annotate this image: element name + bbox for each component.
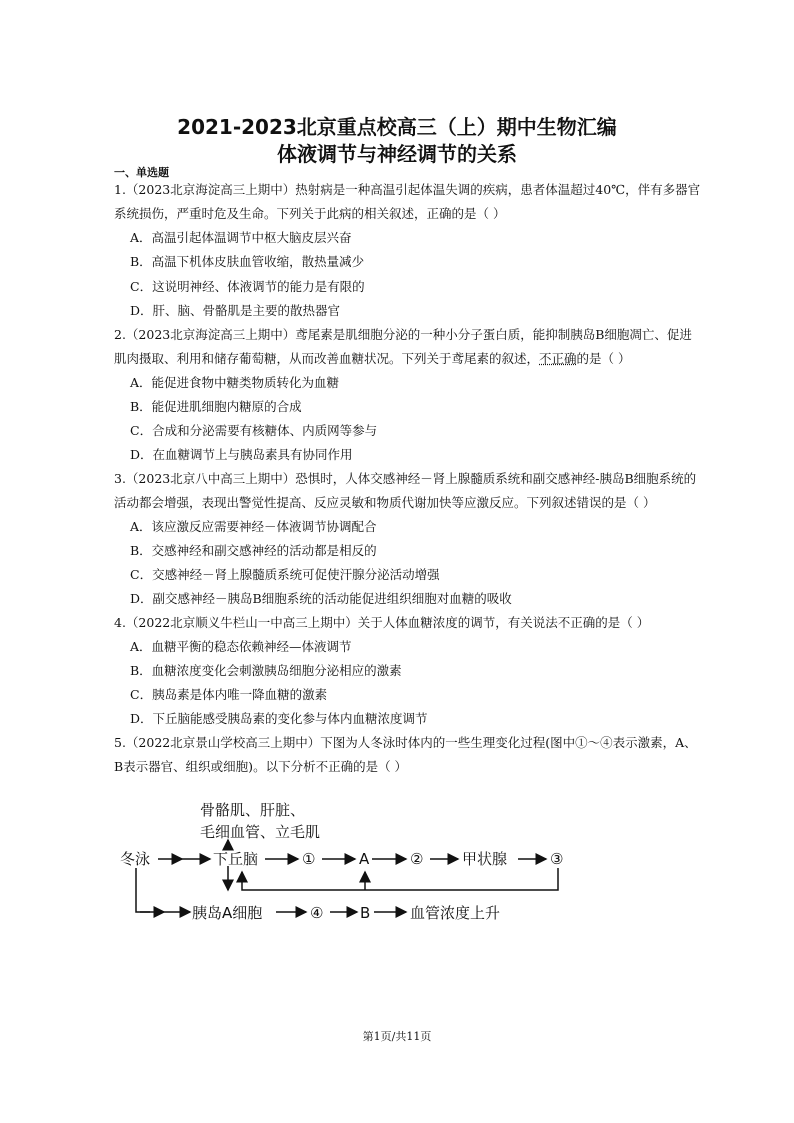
question-4-stem: 4.（2022北京顺义牛栏山一中高三上期中）关于人体血糖浓度的调节，有关说法不正确的是（ ） xyxy=(114,615,650,630)
question-4-option-c: C．胰岛素是体内唯一降血糖的激素 xyxy=(130,687,328,702)
question-3-stem: 3.（2023北京八中高三上期中）恐惧时，人体交感神经－肾上腺髓质系统和副交感神经-胰岛B细胞系统的 xyxy=(114,471,697,486)
winter-swimming-regulation-diagram xyxy=(110,790,590,935)
question-3-stem-cont: 活动都会增强，表现出警觉性提高、反应灵敏和物质代谢加快等应激反应。下列叙述错误的是（ ） xyxy=(114,495,656,510)
effector-label-1: 骨骼肌、肝脏、 xyxy=(200,801,306,819)
page-subtitle: 体液调节与神经调节的关系 xyxy=(277,142,517,166)
question-2-option-a: A．能促进食物中糖类物质转化为血糖 xyxy=(130,375,340,390)
question-3-option-c: C．交感神经－肾上腺髓质系统可促使汗腺分泌活动增强 xyxy=(130,567,440,582)
node-thyroid: 甲状腺 xyxy=(462,850,508,868)
node-hypothalamus: 下丘脑 xyxy=(213,850,259,868)
node-result: 血管浓度上升 xyxy=(410,904,501,922)
section-heading: 一、单选题 xyxy=(114,166,169,179)
question-1-stem-cont: 系统损伤，严重时危及生命。下列关于此病的相关叙述，正确的是（ ） xyxy=(114,206,506,221)
node-pancreas-a-cell: 胰岛A细胞 xyxy=(192,904,263,922)
question-2-option-d: D．在血糖调节上与胰岛素具有协同作用 xyxy=(130,447,353,462)
page-title: 2021-2023北京重点校高三（上）期中生物汇编 xyxy=(177,115,617,139)
node-hormone-2: ② xyxy=(410,850,424,868)
question-1-option-b: B．高温下机体皮肤血管收缩，散热量减少 xyxy=(130,254,365,269)
node-hormone-1: ① xyxy=(302,850,316,868)
effector-label-2: 毛细血管、立毛肌 xyxy=(200,823,321,841)
emphasis-not-correct: 不正确 xyxy=(539,351,577,366)
page-footer: 第1页/共11页 xyxy=(362,1030,432,1043)
question-4-option-b: B．血糖浓度变化会刺激胰岛细胞分泌相应的激素 xyxy=(130,663,402,678)
question-2-stem-cont xyxy=(114,349,631,367)
node-winter-swim: 冬泳 xyxy=(120,850,151,868)
question-3-option-b: B．交感神经和副交感神经的活动都是相反的 xyxy=(130,543,377,558)
question-2-option-c: C．合成和分泌需要有核糖体、内质网等参与 xyxy=(130,423,378,438)
question-1-option-a: A．高温引起体温调节中枢大脑皮层兴奋 xyxy=(130,230,352,245)
node-hormone-4: ④ xyxy=(310,904,324,922)
question-3-option-a: A．该应激反应需要神经－体液调节协调配合 xyxy=(130,519,377,534)
question-4-option-a: A．血糖平衡的稳态依赖神经—体液调节 xyxy=(130,639,352,654)
question-1-option-d: D．肝、脑、骨骼肌是主要的散热器官 xyxy=(130,303,341,318)
question-5-stem-cont: B表示器官、组织或细胞)。以下分析不正确的是（ ） xyxy=(114,759,408,774)
question-2-text: 肌肉摄取、利用和储存葡萄糖，从而改善血糖状况。下列关于鸢尾素的叙述， xyxy=(114,351,540,366)
question-5-stem: 5.（2022北京景山学校高三上期中）下图为人冬泳时体内的一些生理变化过程(图中①～④表示激素，A、 xyxy=(114,735,697,750)
question-1-stem: 1.（2023北京海淀高三上期中）热射病是一种高温引起体温失调的疾病，患者体温超过40℃，伴有多器官 xyxy=(114,182,701,197)
question-4-option-d: D．下丘脑能感受胰岛素的变化参与体内血糖浓度调节 xyxy=(130,711,428,726)
question-2-option-b: B．能促进肌细胞内糖原的合成 xyxy=(130,399,302,414)
node-hormone-3: ③ xyxy=(550,850,564,868)
node-a: A xyxy=(359,850,370,868)
question-2-text-end: 的是（ ） xyxy=(576,351,631,366)
node-b: B xyxy=(360,904,371,922)
question-3-option-d: D．副交感神经－胰岛B细胞系统的活动能促进组织细胞对血糖的吸收 xyxy=(130,591,512,606)
question-1-option-c: C．这说明神经、体液调节的能力是有限的 xyxy=(130,279,365,294)
question-2-stem: 2.（2023北京海淀高三上期中）鸢尾素是肌细胞分泌的一种小分子蛋白质，能抑制胰岛B细胞凋亡、促进 xyxy=(114,327,692,342)
